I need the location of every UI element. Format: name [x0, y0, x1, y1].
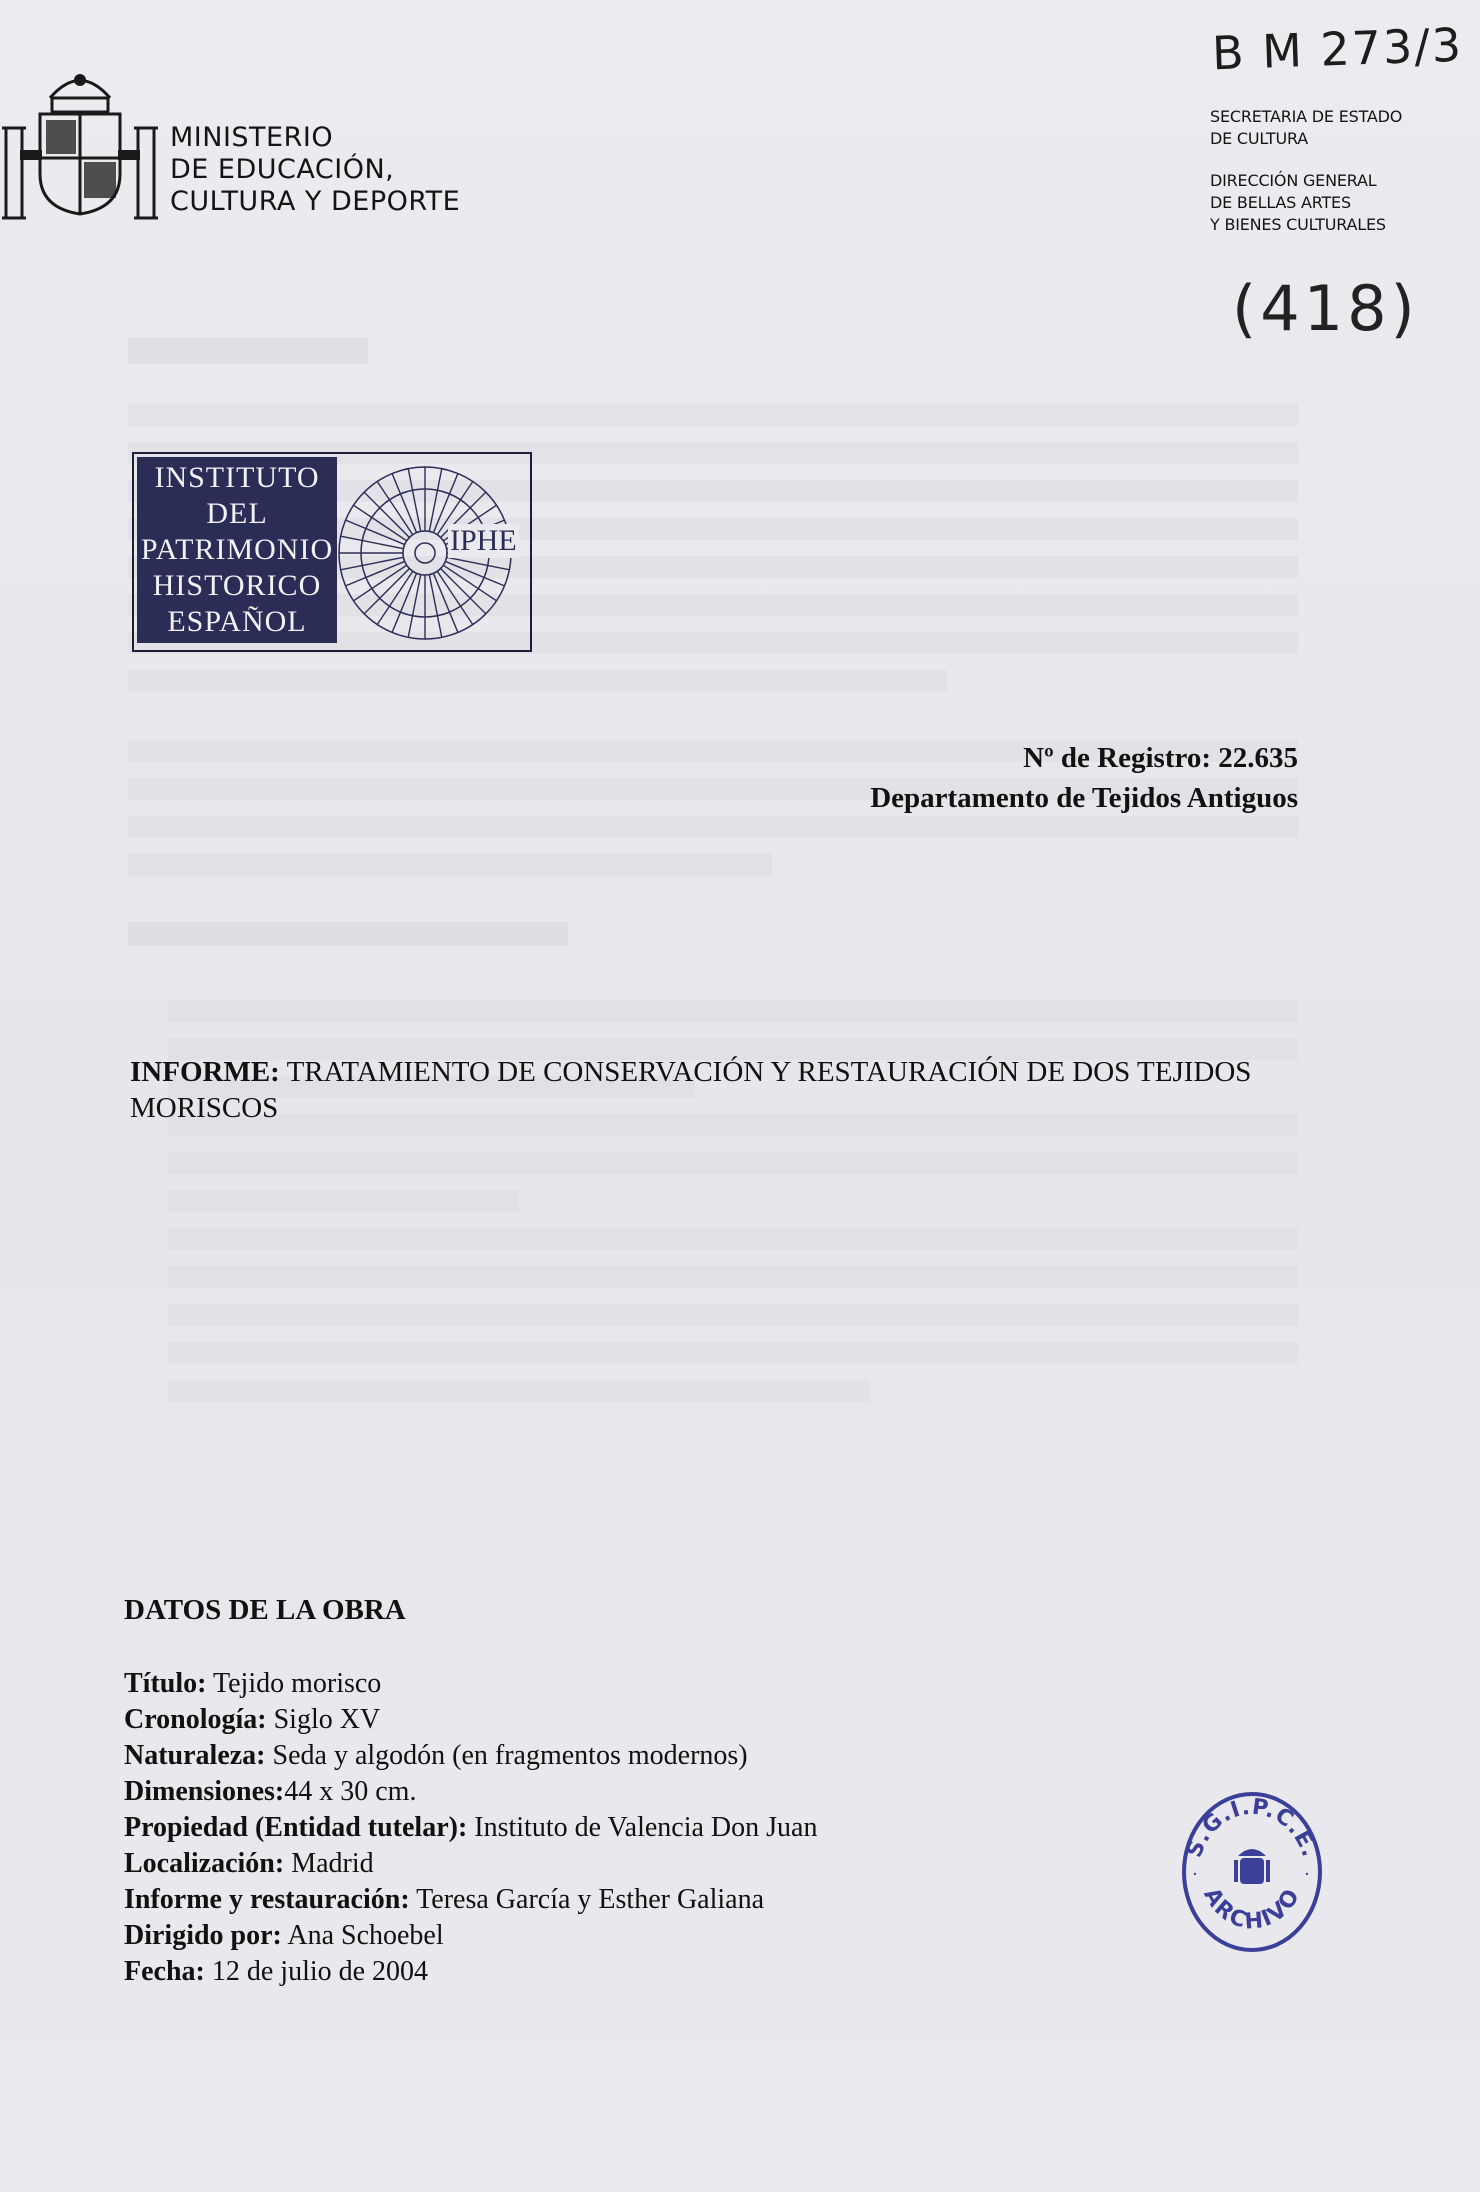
field-label: Informe y restauración: — [124, 1884, 410, 1915]
rose-spoke — [341, 536, 404, 548]
registration-number: Nº de Registro: 22.635 — [1023, 742, 1298, 774]
field-value: Tejido morisco — [212, 1668, 382, 1699]
report-title-text: TRATAMIENTO DE CONSERVACIÓN Y RESTAURACIÓN DE DOS TEJIDOS MORISCOS — [130, 1056, 1252, 1124]
secretaria-line: DE CULTURA — [1210, 129, 1309, 148]
field-label: Título: — [124, 1668, 207, 1699]
secretaria-line: SECRETARIA DE ESTADO — [1210, 107, 1403, 126]
field-value: Ana Schoebel — [287, 1920, 444, 1951]
iphe-logo-line: DEL — [206, 497, 268, 530]
field-value: Teresa García y Esther Galiana — [416, 1884, 765, 1915]
data-field — [124, 1738, 817, 1774]
iphe-logo-line: INSTITUTO — [154, 461, 320, 494]
field-label: Localización: — [124, 1848, 285, 1879]
ministry-line: DE EDUCACIÓN, — [170, 154, 395, 185]
field-value: 44 x 30 cm. — [284, 1776, 417, 1807]
data-field — [124, 1666, 817, 1702]
field-label: Dirigido por: — [124, 1920, 282, 1951]
rose-spoke — [408, 469, 420, 532]
ministry-line: CULTURA Y DEPORTE — [170, 186, 461, 217]
secretaria-line: DE BELLAS ARTES — [1210, 193, 1351, 212]
data-field — [124, 1774, 817, 1810]
field-label: Cronología: — [124, 1704, 267, 1735]
rose-spoke — [341, 557, 404, 569]
data-field — [124, 1702, 817, 1738]
field-value: Siglo XV — [273, 1704, 381, 1735]
ministry-header — [0, 58, 480, 238]
coat-of-arms-icon — [0, 58, 160, 228]
field-label: Dimensiones: — [124, 1776, 285, 1807]
rose-spoke — [377, 481, 413, 534]
data-field — [124, 1954, 817, 1990]
field-value: 12 de julio de 2004 — [211, 1956, 429, 1987]
data-field — [124, 1918, 817, 1954]
handwritten-code: B M 273/3 — [1211, 17, 1464, 81]
data-field — [124, 1810, 817, 1846]
report-title — [130, 1054, 1300, 1126]
field-label: Propiedad (Entidad tutelar): — [124, 1812, 468, 1843]
rose-spoke — [447, 557, 510, 569]
field-value: Instituto de Valencia Don Juan — [474, 1812, 818, 1843]
rose-spoke — [353, 505, 406, 541]
iphe-logo — [132, 452, 530, 650]
svg-text:ARCHIVO: ARCHIVO — [1198, 1883, 1306, 1935]
field-label: Fecha: — [124, 1956, 205, 1987]
iphe-acronym: IPHE — [450, 524, 517, 557]
svg-text:·: · — [1192, 1864, 1198, 1885]
rose-spoke — [437, 571, 473, 624]
rose-spoke — [429, 469, 441, 532]
secretaria-line: Y BIENES CULTURALES — [1210, 215, 1386, 234]
iphe-logo-line: HISTORICO — [152, 569, 322, 602]
rose-spoke — [353, 565, 406, 601]
rose-spoke — [408, 575, 420, 638]
field-label: Naturaleza: — [124, 1740, 266, 1771]
work-data-section — [124, 1592, 817, 1990]
section-title: DATOS DE LA OBRA — [124, 1594, 406, 1626]
svg-text:S.G.I.P.C.E.: S.G.I.P.C.E. — [1181, 1794, 1323, 1861]
rose-spoke — [443, 565, 496, 601]
secretaria-header — [1210, 106, 1402, 236]
data-field — [124, 1846, 817, 1882]
registration-block — [870, 738, 1298, 818]
iphe-logo-line: ESPAÑOL — [167, 605, 307, 638]
ministry-line: MINISTERIO — [170, 122, 334, 153]
rose-spoke — [377, 571, 413, 624]
ministry-name — [170, 122, 460, 218]
report-label: INFORME: — [130, 1056, 280, 1088]
archive-stamp-icon — [1180, 1790, 1324, 1954]
field-value: Seda y algodón (en fragmentos modernos) — [272, 1740, 748, 1771]
secretaria-line: DIRECCIÓN GENERAL — [1210, 171, 1377, 190]
iphe-logo-line: PATRIMONIO — [140, 533, 334, 566]
field-value: Madrid — [291, 1848, 374, 1879]
department-name: Departamento de Tejidos Antiguos — [870, 782, 1298, 814]
svg-text:·: · — [1304, 1864, 1310, 1885]
handwritten-number: (418) — [1232, 272, 1419, 345]
rose-spoke — [429, 575, 441, 638]
data-field — [124, 1882, 817, 1918]
